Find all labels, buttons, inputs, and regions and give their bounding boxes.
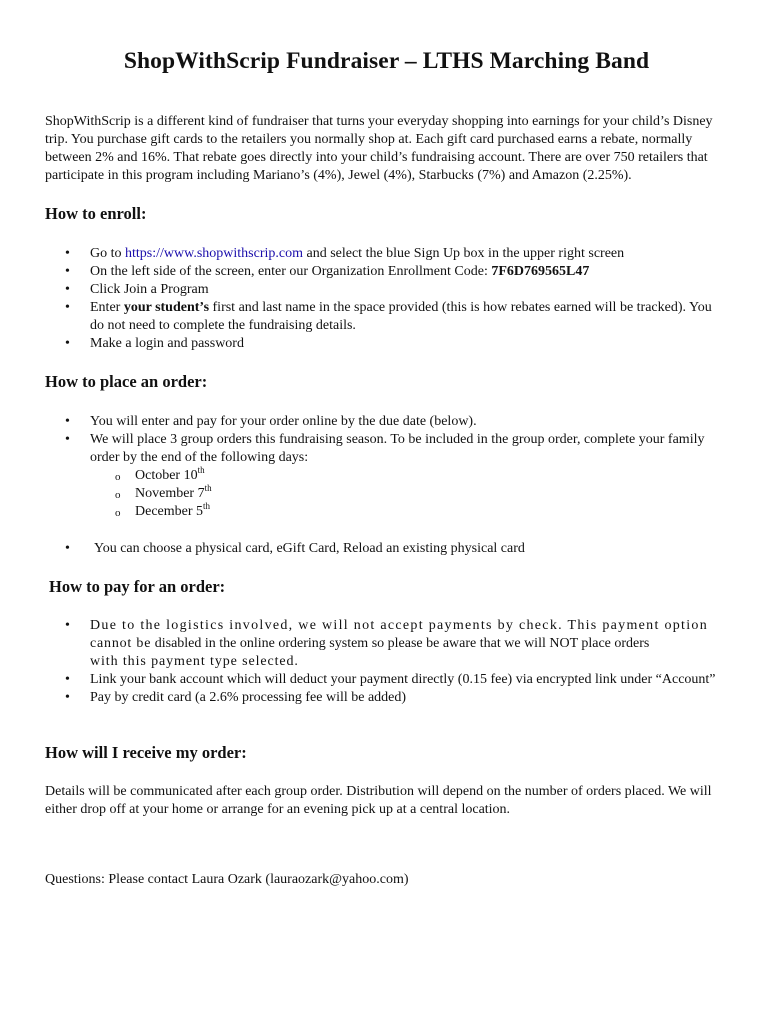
- card-type-list: [45, 540, 728, 558]
- contact-line: Questions: Please contact Laura Ozark (lauraozark@yahoo.com): [45, 872, 409, 887]
- shopwithscrip-link[interactable]: https://www.shopwithscrip.com: [125, 246, 303, 261]
- list-item: • Due to the logistics involved, we will not accept payments by check. This payment option cannot be disabled in the online ordering system so please be aware that we will NOT place orders with this payment type selected.: [45, 617, 728, 671]
- date-item: o December 5th: [45, 503, 728, 521]
- intro-paragraph: ShopWithScrip is a different kind of fundraiser that turns your everyday shopping into earnings for your child’s Disney trip. You purchase gift cards to the retailers you normally shop at. Each gift card purchased earns a rebate, normally between 2% and 16%. That rebate goes directly into your child’s fundraising account. There are over 750 retailers that participate in this program including Mariano’s (4%), Jewel (4%), Starbucks (7%) and Amazon (2.25%).: [45, 114, 713, 183]
- enrollment-code: 7F6D769565L47: [491, 264, 590, 279]
- list-item: • Enter your student’s first and last name in the space provided (this is how rebates earned will be tracked). You do not need to complete the fundraising details.: [45, 299, 728, 335]
- date-item: o November 7th: [45, 485, 728, 503]
- pay-heading: How to pay for an order:: [49, 577, 226, 596]
- list-item: • On the left side of the screen, enter our Organization Enrollment Code: 7F6D769565L47: [45, 263, 728, 281]
- list-item: • Go to https://www.shopwithscrip.com and select the blue Sign Up box in the upper right screen: [45, 245, 728, 263]
- list-item: • You can choose a physical card, eGift Card, Reload an existing physical card: [45, 540, 728, 558]
- enroll-list: [45, 245, 728, 353]
- pay-list: [45, 617, 728, 707]
- order-heading: How to place an order:: [45, 372, 208, 391]
- receive-paragraph: Details will be communicated after each group order. Distribution will depend on the number of orders placed. We will either drop off at your home or arrange for an evening pick up at a central location.: [45, 784, 712, 817]
- page-title: ShopWithScrip Fundraiser – LTHS Marching Band: [123, 48, 650, 74]
- list-item: • Pay by credit card (a 2.6% processing fee will be added): [45, 689, 728, 707]
- receive-heading: How will I receive my order:: [45, 743, 247, 762]
- order-list: [45, 413, 728, 521]
- list-item: • We will place 3 group orders this fundraising season. To be included in the group order, complete your family order by the end of the following days:: [45, 431, 728, 467]
- list-item: • You will enter and pay for your order online by the due date (below).: [45, 413, 728, 431]
- date-item: o October 10th: [45, 467, 728, 485]
- list-item: • Link your bank account which will deduct your payment directly (0.15 fee) via encrypted link under “Account”: [45, 671, 728, 689]
- enroll-heading: How to enroll:: [45, 204, 147, 223]
- list-item: • Click Join a Program: [45, 281, 728, 299]
- list-item: • Make a login and password: [45, 335, 728, 353]
